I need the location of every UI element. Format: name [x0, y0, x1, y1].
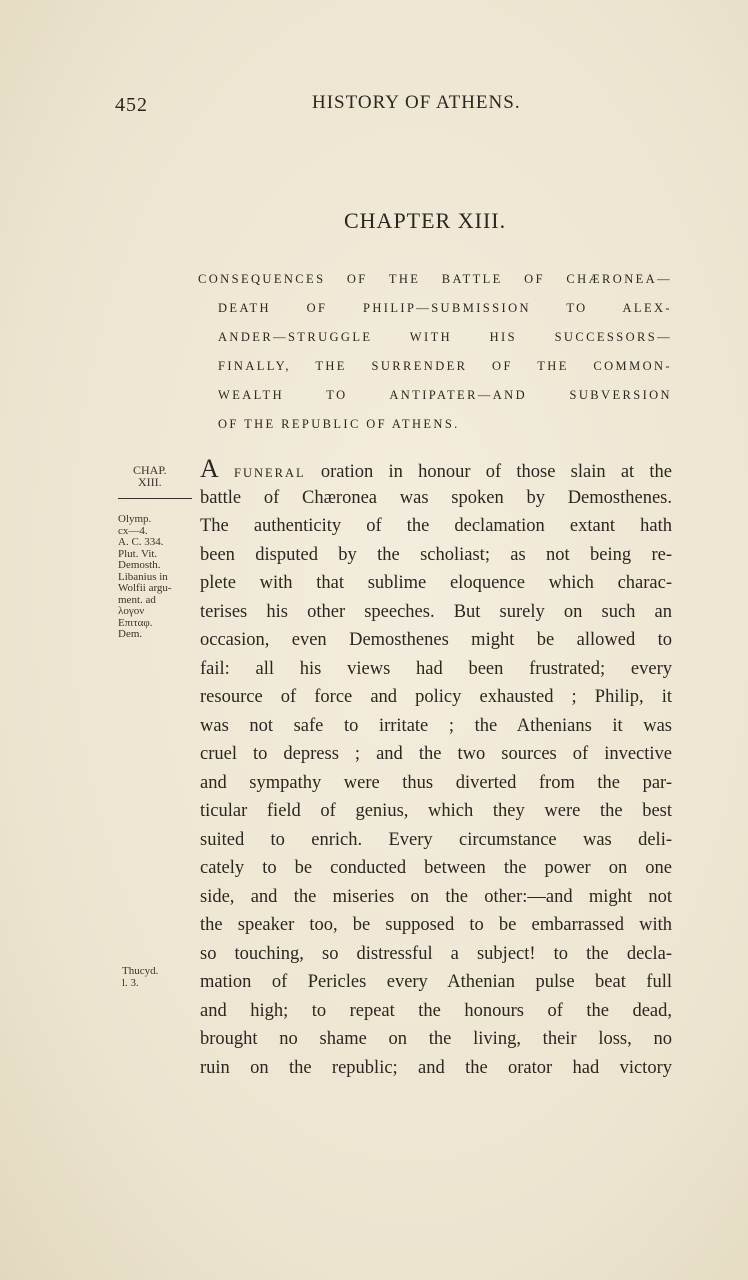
- margin-chap-word: CHAP.: [133, 463, 167, 477]
- synopsis-line: WEALTH TO ANTIPATER—AND SUBVERSION: [218, 388, 672, 402]
- body-line: brought no shame on the living, their loss, no: [200, 1029, 672, 1049]
- body-line: suited to enrich. Every circumstance was deli-: [200, 829, 672, 850]
- body-line: The authenticity of the declamation extant hath: [200, 516, 672, 536]
- body-text: [200, 455, 672, 1082]
- body-line: the speaker too, be supposed to be embarrassed with: [200, 915, 672, 935]
- margin-ref: Wolfii argu-: [118, 582, 172, 594]
- margin-chapter-label: [133, 464, 167, 488]
- margin-ref: A. C. 334.: [118, 536, 164, 548]
- smallcaps-word: FUNERAL: [234, 466, 306, 480]
- margin-chap-number: XIII.: [138, 475, 162, 489]
- body-line: side, and the miseries on the other:—and might not: [200, 886, 672, 907]
- chapter-title: CHAPTER XIII.: [344, 208, 507, 233]
- margin-rule: [118, 498, 192, 499]
- body-line: fail: all his views had been frustrated; every: [200, 658, 672, 679]
- body-line: cately to be conducted between the power on one: [200, 858, 672, 878]
- margin-ref: ment. ad: [118, 593, 156, 606]
- body-line-first: [200, 455, 672, 484]
- drop-cap: A: [200, 455, 219, 483]
- margin-ref: Επιταφ.: [118, 616, 153, 629]
- margin-ref: Dem.: [118, 628, 143, 640]
- body-line: and sympathy were thus diverted from the par-: [200, 772, 672, 793]
- body-line: resource of force and policy exhausted ; Philip, it: [200, 687, 672, 707]
- margin-references: [118, 514, 204, 641]
- synopsis-line: FINALLY, THE SURRENDER OF THE COMMON-: [218, 359, 672, 373]
- body-line: plete with that sublime eloquence which charac-: [200, 573, 672, 593]
- body-line: battle of Chæronea was spoken by Demosthenes.: [200, 487, 672, 508]
- synopsis-line: CONSEQUENCES OF THE BATTLE OF CHÆRONEA—: [198, 272, 672, 286]
- synopsis-line: ANDER—STRUGGLE WITH HIS SUCCESSORS—: [218, 330, 672, 344]
- margin-ref: Demosth.: [118, 559, 161, 571]
- body-line: ruin on the republic; and the orator had victory: [200, 1057, 672, 1078]
- body-line: so touching, so distressful a subject! to the decla-: [200, 943, 672, 964]
- body-line: cruel to depress ; and the two sources of invective: [200, 744, 672, 764]
- page-number: 452: [115, 94, 148, 116]
- body-line: terises his other speeches. But surely on such an: [200, 601, 672, 622]
- margin-ref: λογον: [118, 605, 145, 617]
- chapter-synopsis: [198, 265, 672, 439]
- synopsis-line: OF THE REPUBLIC OF ATHENS.: [218, 417, 460, 431]
- body-line: occasion, even Demosthenes might be allowed to: [200, 630, 672, 650]
- margin-ref: Plut. Vit.: [118, 547, 158, 560]
- first-line-text: oration in honour of those slain at the: [305, 462, 672, 482]
- running-head: [0, 92, 748, 122]
- running-title: HISTORY OF ATHENS.: [312, 92, 521, 113]
- body-line: been disputed by the scholiast; as not being re-: [200, 544, 672, 565]
- body-line: and high; to repeat the honours of the dead,: [200, 1000, 672, 1021]
- margin-ref: Thucyd.: [122, 965, 159, 977]
- margin-thucydides-ref: [122, 966, 182, 989]
- margin-ref: cx—4.: [118, 524, 148, 537]
- margin-ref: l. 3.: [122, 976, 139, 989]
- margin-ref: Libanius in: [118, 570, 168, 583]
- body-line: ticular field of genius, which they were the best: [200, 801, 672, 821]
- synopsis-line: DEATH OF PHILIP—SUBMISSION TO ALEX-: [218, 301, 672, 315]
- margin-ref: Olymp.: [118, 513, 152, 525]
- body-line: was not safe to irritate ; the Athenians it was: [200, 715, 672, 736]
- body-line: mation of Pericles every Athenian pulse beat full: [200, 972, 672, 992]
